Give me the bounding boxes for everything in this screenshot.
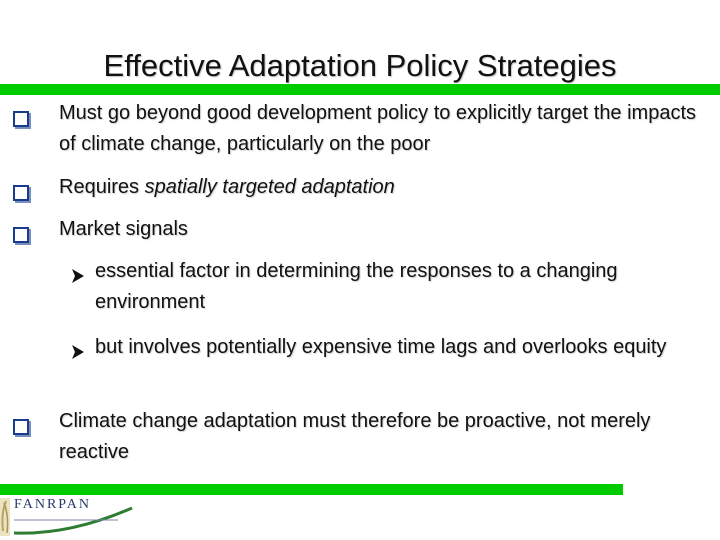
sub-bullet-text-2: but involves potentially expensive time lags and overlooks equity: [95, 336, 667, 358]
title-underline: [0, 84, 720, 95]
logo-text: FANRPAN: [14, 497, 92, 512]
arrowhead-bullet-icon: [70, 332, 86, 363]
square-bullet-icon: [13, 406, 29, 437]
slide-title: Effective Adaptation Policy Strategies: [103, 48, 617, 83]
bullet-text-2: [13, 172, 713, 203]
square-bullet-icon: [13, 214, 29, 245]
square-bullet-icon: [13, 172, 29, 203]
square-bullet-icon: [13, 98, 29, 129]
bullet-text-3: Market signals: [59, 218, 188, 240]
bullet-text-2-emphasis: spatially targeted adaptation: [144, 176, 395, 198]
bullet-item-2: [13, 172, 713, 203]
sub-bullet-item-2: [70, 332, 715, 363]
bullet-item-4: [13, 406, 713, 468]
bullet-item-3: [13, 214, 713, 245]
arrowhead-bullet-icon: [70, 256, 86, 287]
bullet-item-1: [13, 98, 713, 160]
sub-bullet-item-1: [70, 256, 715, 318]
bullet-text-4: Climate change adaptation must therefore be proactive, not merely reactive: [59, 410, 651, 463]
bullet-text-1: Must go beyond good development policy to explicitly target the impacts of climate change, particularly on the poor: [59, 102, 697, 155]
bullet-text-2-prefix: Requires: [59, 176, 145, 198]
sub-bullet-text-1: essential factor in determining the responses to a changing environment: [95, 260, 618, 313]
